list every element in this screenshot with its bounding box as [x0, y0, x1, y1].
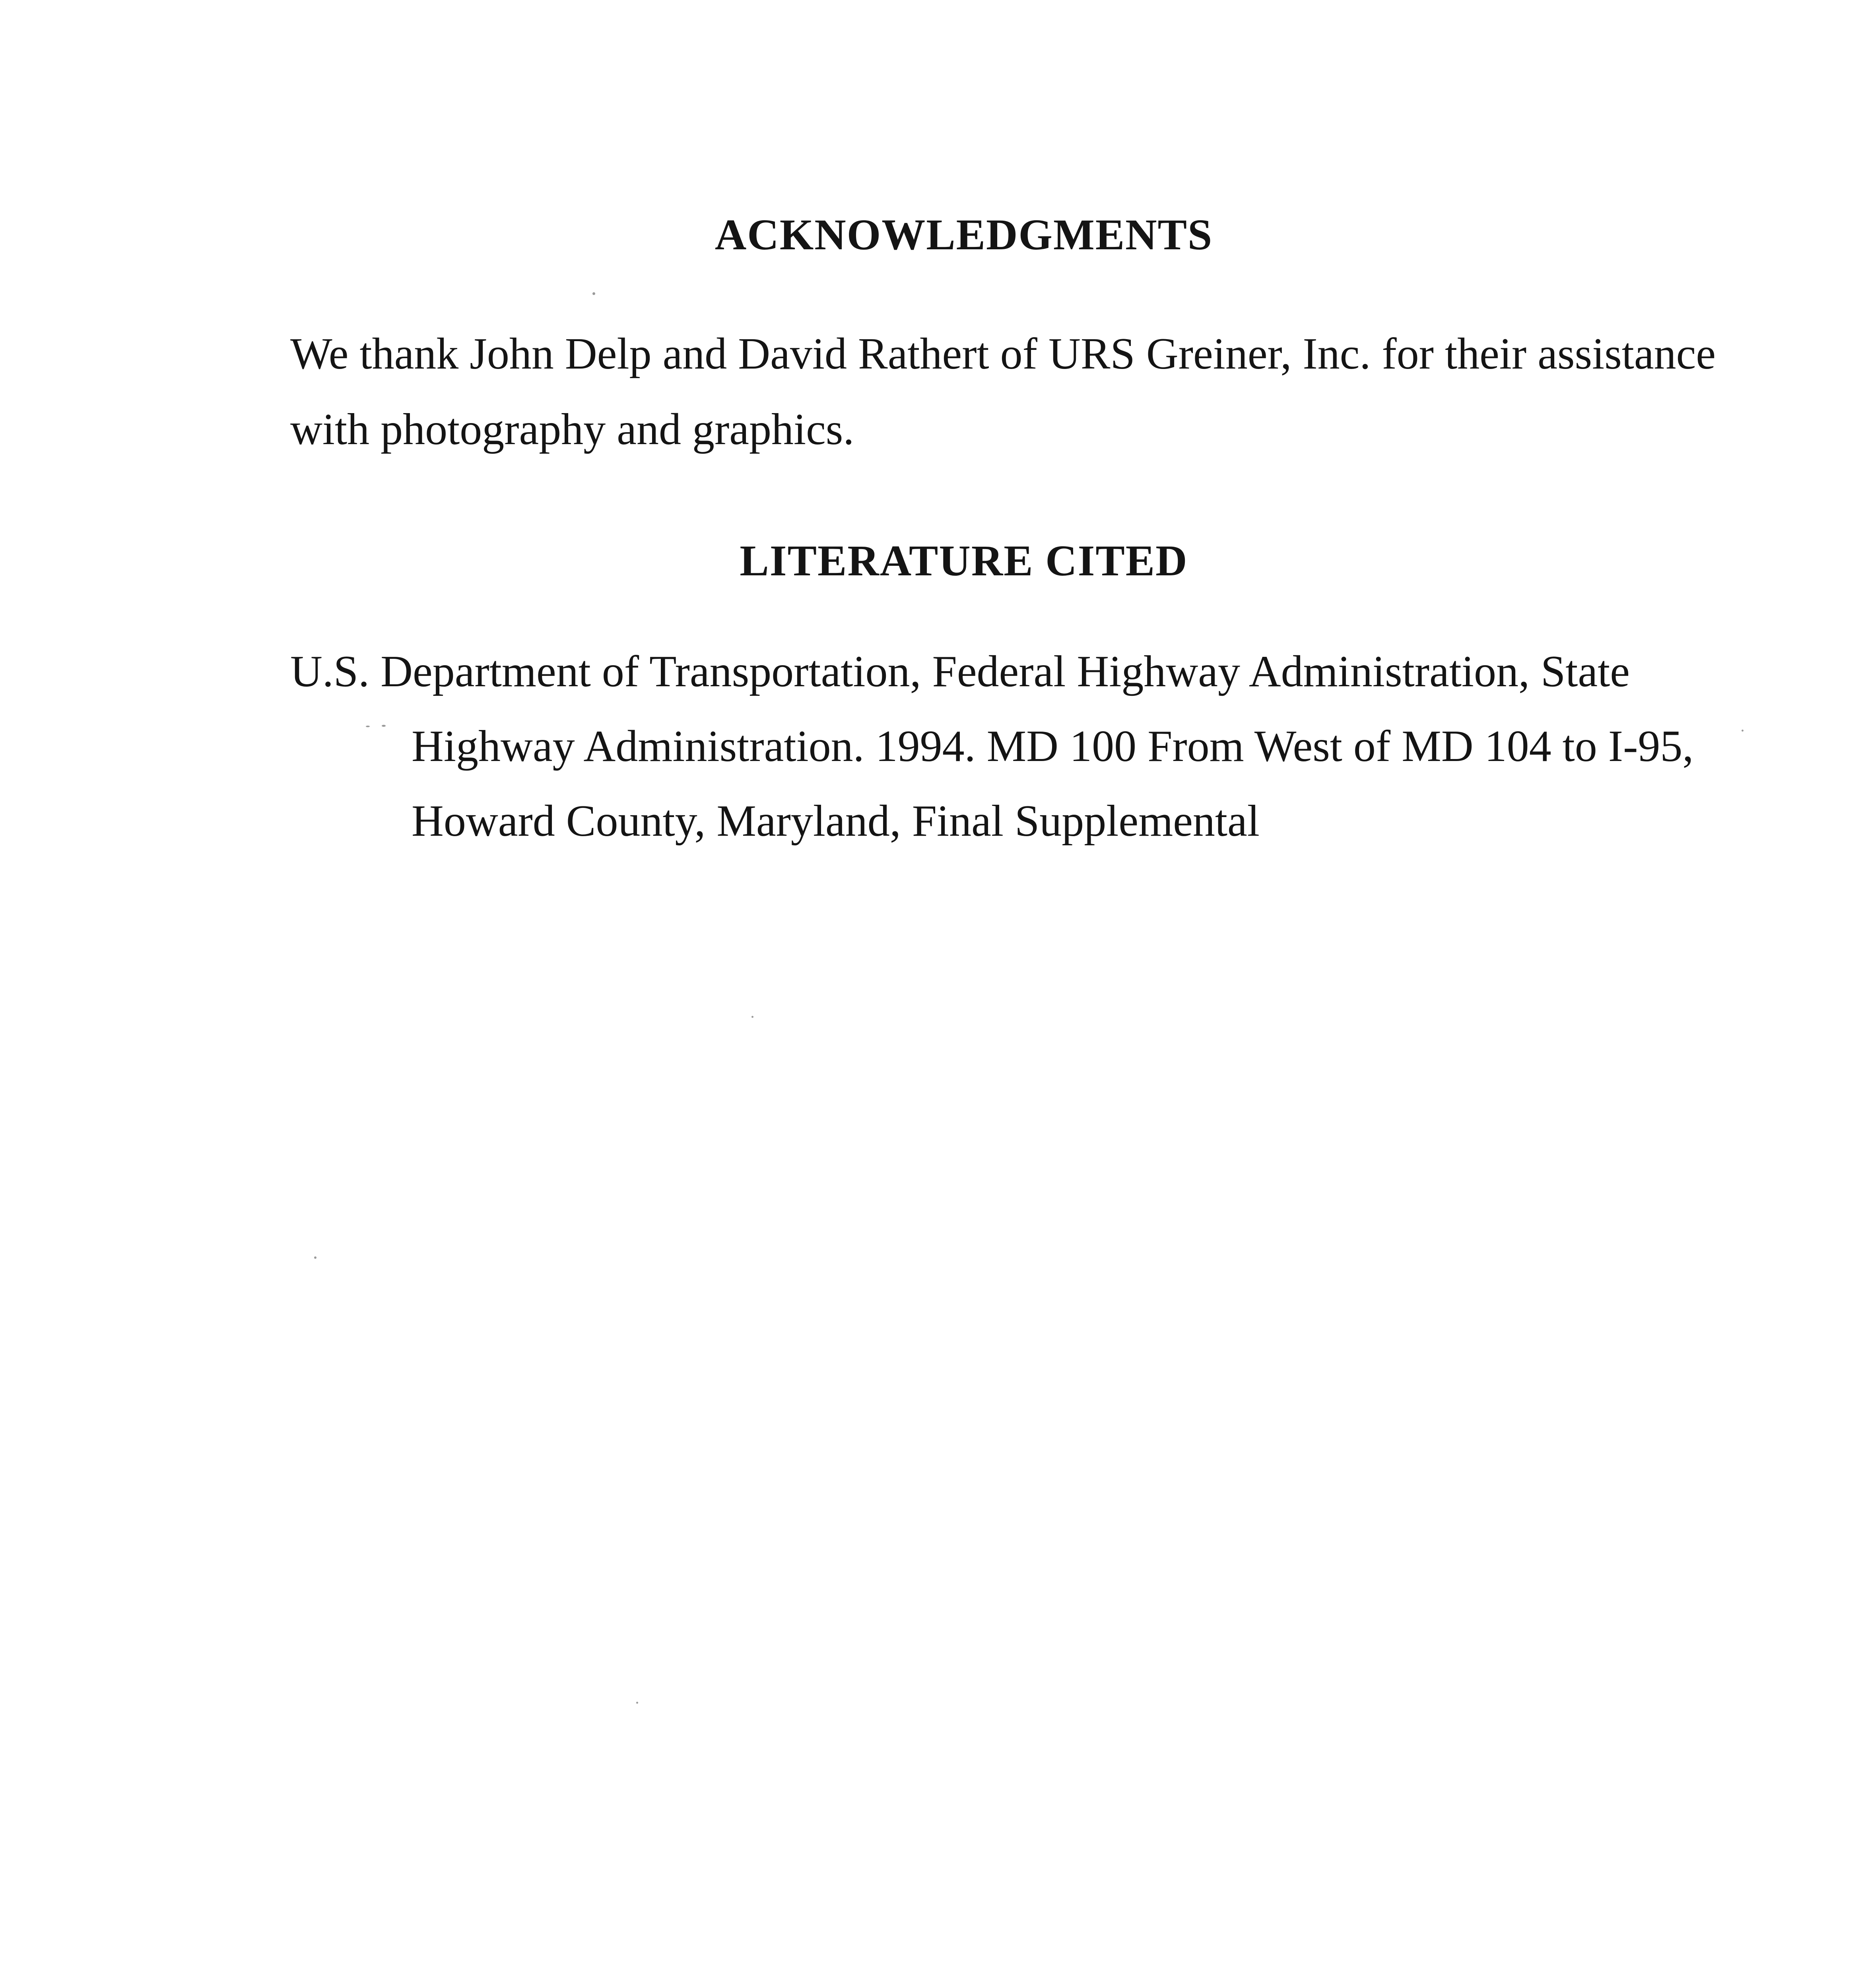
- scan-speck: [751, 1016, 753, 1018]
- scan-speck: [314, 1256, 316, 1259]
- scan-speck: [1742, 730, 1744, 732]
- acknowledgments-line: with photography and graphics.: [290, 405, 854, 454]
- acknowledgments-line: We thank John Delp and David Rathert of URS Greiner, Inc. for their assistance: [290, 329, 1716, 379]
- reference-line: Howard County, Maryland, Final Supplemental: [412, 796, 1260, 846]
- reference-line: Highway Administration. 1994. MD 100 From West of MD 104 to I-95,: [412, 722, 1694, 771]
- literature-cited-heading: LITERATURE CITED: [740, 536, 1188, 585]
- scan-speck: [592, 292, 595, 295]
- acknowledgments-heading: ACKNOWLEDGMENTS: [715, 210, 1213, 259]
- reference-entry: [290, 634, 1769, 858]
- acknowledgments-paragraph: [290, 316, 1761, 467]
- scan-speck: [636, 1702, 638, 1704]
- scan-speck: [366, 726, 370, 727]
- reference-line: U.S. Department of Transportation, Federal Highway Administration, State: [290, 647, 1630, 696]
- scan-speck: [382, 725, 386, 727]
